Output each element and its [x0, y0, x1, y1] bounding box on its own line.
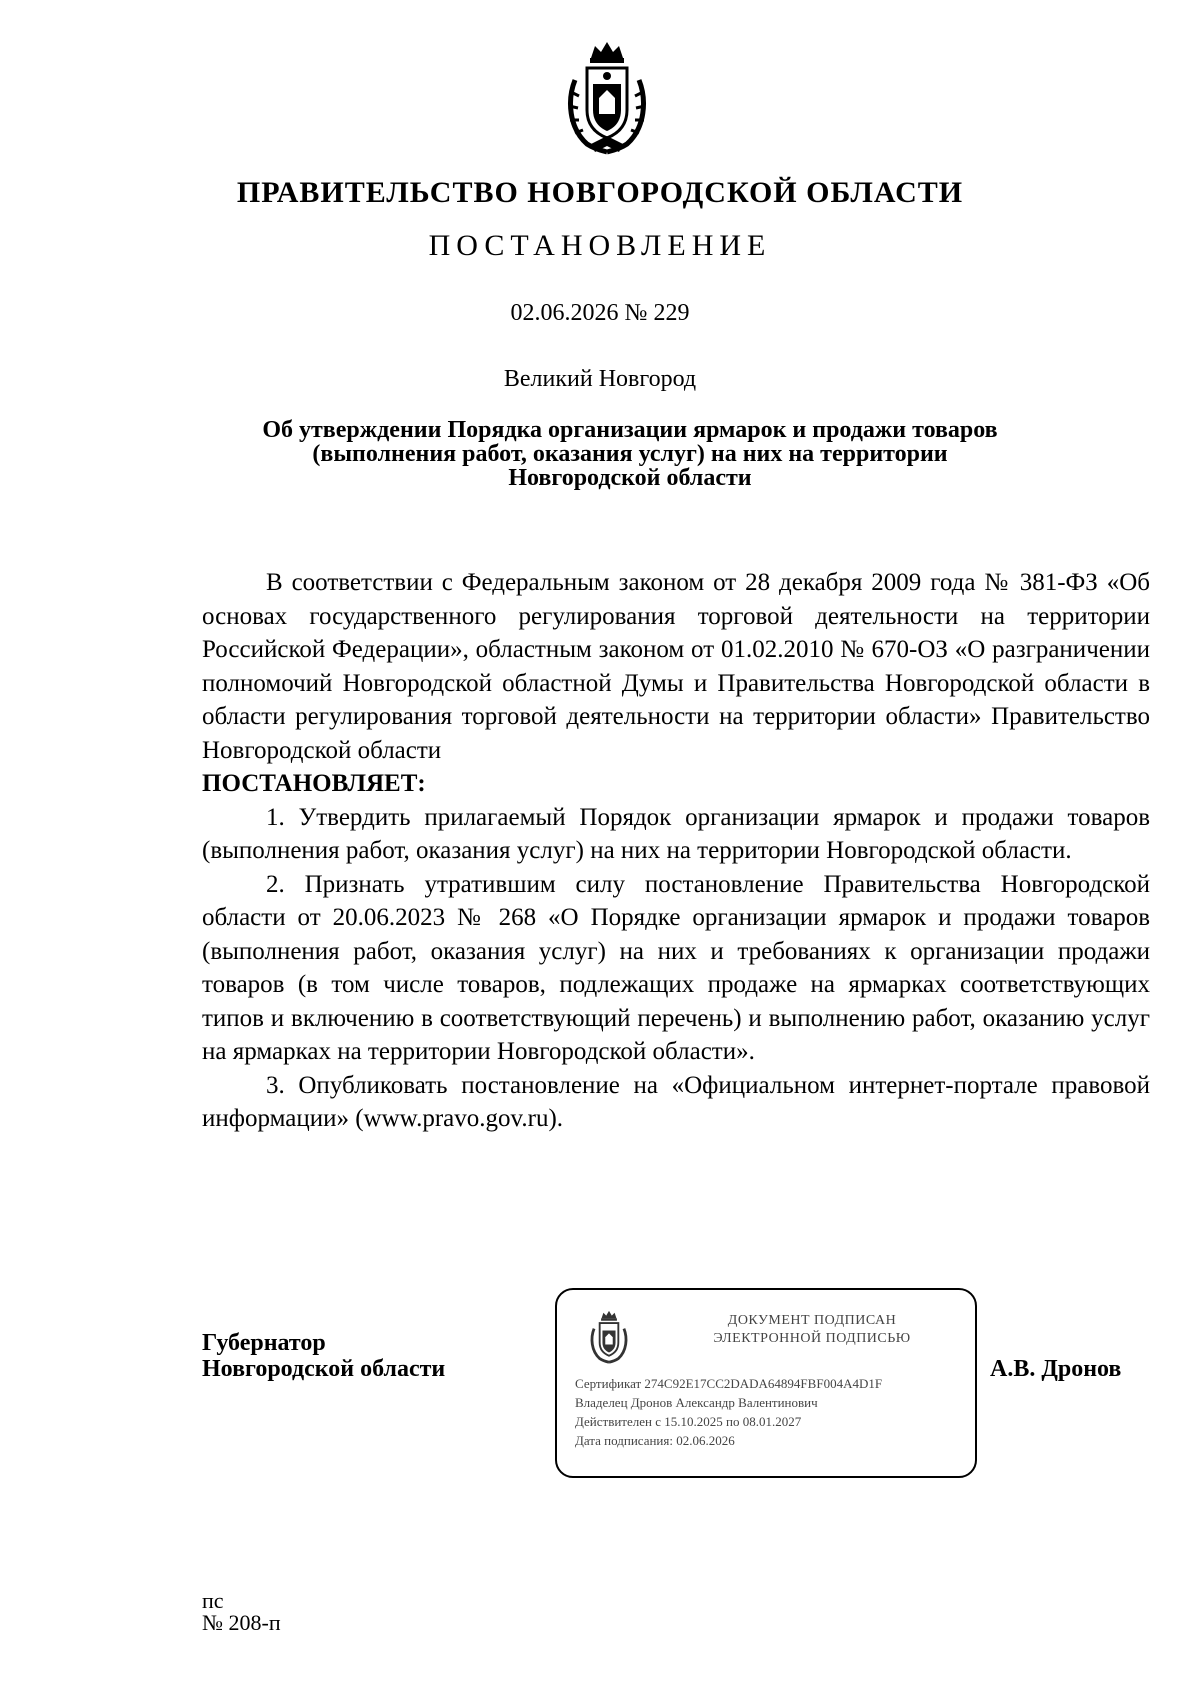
stamp-heading-line: ДОКУМЕНТ ПОДПИСАН — [727, 1313, 897, 1328]
subject-line: Новгородской области — [508, 465, 752, 491]
decree-subject — [200, 418, 1060, 490]
decree-place: Великий Новгород — [503, 366, 697, 392]
list-item: 3. Опубликовать постановление на «Официальном интернет-портале правовой информации» (www.pravo.gov.ru). — [202, 1071, 1150, 1132]
stamp-certificate: Сертификат 274C92E17CC2DADA64894FBF004A4D1F — [575, 1376, 883, 1391]
stamp-heading — [667, 1312, 957, 1348]
stamp-signed-date: Дата подписания: 02.06.2026 — [575, 1433, 735, 1448]
subject-line: Об утверждении Порядка организации ярмарок и продажи товаров — [262, 417, 998, 443]
preamble-paragraph: В соответствии с Федеральным законом от 28 декабря 2009 года № 381-ФЗ «Об основах государственного регулирования торговой деятельности на территории Российской Федерации», областным законом от 01.02.2010 № 670-ОЗ «О разграничении полномочий Новгородской областной Думы и Правительства Новгородской области в области регулирования торговой деятельности на территории области» Правительство Новгородской области — [202, 569, 1150, 764]
stamp-heading-line: ЭЛЕКТРОННОЙ ПОДПИСЬЮ — [713, 1331, 911, 1346]
resolve-heading: ПОСТАНОВЛЯЕТ: — [202, 770, 426, 797]
subject-line: (выполнения работ, оказания услуг) на них на территории — [312, 441, 948, 467]
document-type: ПОСТАНОВЛЕНИЕ — [428, 229, 772, 262]
stamp-owner: Владелец Дронов Александр Валентинович — [575, 1395, 818, 1410]
footer-code-line: пс — [202, 1588, 224, 1613]
position-line: Губернатор — [202, 1330, 326, 1356]
list-item: 2. Признать утратившим силу постановление Правительства Новгородской области от 20.06.2023 № 268 «О Порядке организации ярмарок и продажи товаров (выполнения работ, оказания услуг) на них и требованиях к организации продажи товаров (в том числе товаров, подлежащих продаже на ярмарках соответствующих типов и включению в соответствующий перечень) и выполнению работ, оказанию услуг на ярмарках на территории Новгородской области». — [202, 870, 1150, 1065]
footer-code — [202, 1590, 281, 1634]
signer-position — [202, 1330, 445, 1382]
preamble-block — [202, 566, 1150, 1136]
coat-of-arms-icon — [585, 1310, 633, 1366]
signer-name: А.В. Дронов — [990, 1356, 1122, 1382]
stamp-details — [575, 1374, 971, 1450]
coat-of-arms-icon — [557, 40, 657, 160]
stamp-validity: Действителен с 15.10.2025 по 08.01.2027 — [575, 1414, 802, 1429]
footer-number: № 208-п — [202, 1610, 281, 1635]
decree-date-number: 02.06.2026 № 229 — [510, 300, 690, 326]
list-item: 1. Утвердить прилагаемый Порядок организации ярмарок и продажи товаров (выполнения работ, оказания услуг) на них на территории Новгородской области. — [202, 803, 1150, 864]
government-title: ПРАВИТЕЛЬСТВО НОВГОРОДСКОЙ ОБЛАСТИ — [236, 176, 964, 209]
electronic-signature-stamp — [555, 1288, 977, 1478]
position-line: Новгородской области — [202, 1356, 446, 1382]
